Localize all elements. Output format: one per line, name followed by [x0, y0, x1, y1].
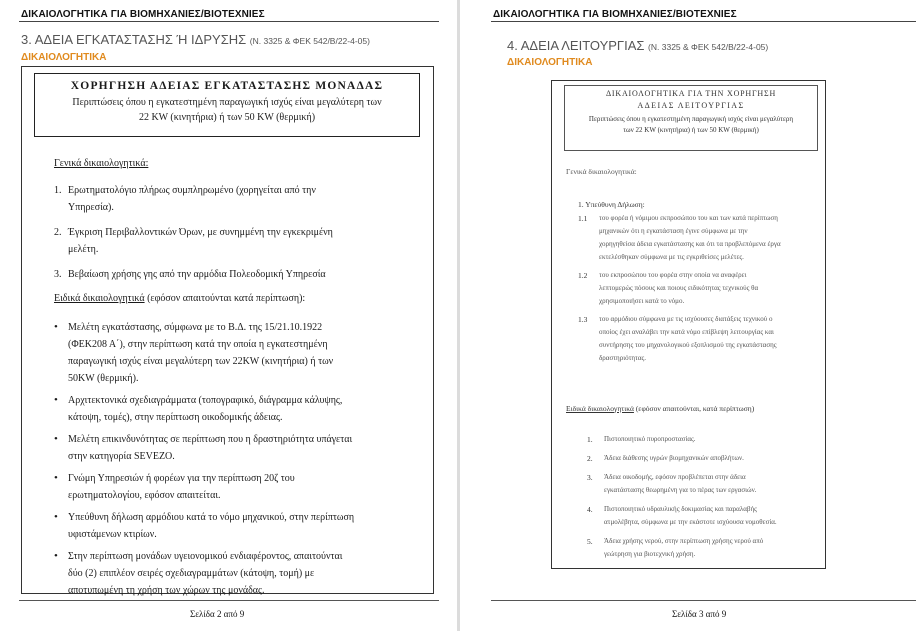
special-item-text: εγκατάστασης θεωρημένη για το πέρας των εργασιών. [604, 486, 757, 494]
general-item-number: 3. [54, 269, 62, 280]
general-item-number: 2. [54, 227, 62, 238]
special-item-text: Άδεια διάθεσης υγρών βιομηχανικών αποβλήτων. [604, 454, 744, 462]
declaration-item-number: 1.1 [578, 214, 588, 223]
page-header: ΔΙΚΑΙΟΛΟΓΗΤΙΚΑ ΓΙΑ ΒΙΟΜΗΧΑΝΙΕΣ/ΒΙΟΤΕΧΝΙΕΣ [21, 9, 265, 20]
special-item-text: Πιστοποιητικό πυροπροστασίας. [604, 435, 696, 443]
special-item-number: 2. [587, 454, 593, 463]
special-item-text: ερωτηματολογίου, εφόσον απαιτείται. [68, 490, 221, 501]
special-item-text: Μελέτη εγκατάστασης, σύμφωνα με το Β.Δ. της 15/21.10.1922 [68, 322, 323, 333]
special-item-number: 3. [587, 473, 593, 482]
bullet-icon: • [54, 321, 58, 333]
declaration-item-text: συντήρησης του μηχανολογικού εξοπλισμού της εγκατάστασης [599, 341, 777, 349]
bullet-icon: • [54, 472, 58, 484]
declaration-item-text: του φορέα ή νόμιμου εκπροσώπου του και των κατά περίπτωση [599, 214, 778, 222]
special-item-text: (ΦΕΚ208 Α΄), στην περίπτωση κατά την οποία η εγκατεστημένη [68, 339, 328, 350]
special-item-number: 5. [587, 537, 593, 546]
section-subtitle: ΔΙΚΑΙΟΛΟΓΗΤΙΚΑ [507, 57, 593, 68]
special-item-text: υφιστάμενων κτιρίων. [68, 529, 157, 540]
special-item-text: παραγωγική ισχύς είναι μεγαλύτερη των 22KW (κινητήρια) ή των [68, 356, 334, 367]
declaration-item-text: λεπτομερώς πόσους και ποιους ειδικότητας τεχνικούς θα [599, 284, 759, 292]
section-reference: (Ν. 3325 & ΦΕΚ 542/Β/22-4-05) [648, 42, 769, 52]
general-heading: Γενικά δικαιολογητικά: [54, 158, 149, 169]
special-heading-label: Ειδικά δικαιολογητικά [54, 293, 145, 304]
declaration-item-text: εκτελέσθηκαν σύμφωνα με τις εγκριθείσες μελέτες. [599, 253, 744, 261]
special-item-text: 50KW (θερμική). [68, 373, 139, 384]
general-item-text: Υπηρεσία). [68, 202, 114, 213]
special-heading [54, 293, 305, 304]
scan-title-line2: Περιπτώσεις όπου η εγκατεστημένη παραγωγική ισχύς είναι μεγαλύτερη των [72, 97, 382, 108]
special-item-text: Άδεια οικοδομής, εφόσον προβλέπεται στην άδεια [604, 473, 746, 481]
general-item-text: Ερωτηματολόγιο πλήρως συμπληρωμένο (χορηγείται από την [68, 185, 316, 196]
scan-title-box [564, 85, 818, 151]
section-title [21, 32, 370, 47]
scan-title-line3: Περιπτώσεις όπου η εγκατεστημένη παραγωγική ισχύς είναι μεγαλύτερη [588, 115, 794, 123]
special-heading-note: (εφόσον απαιτούνται κατά περίπτωση): [147, 293, 306, 304]
general-item-number: 1. [54, 185, 62, 196]
special-item-text: Γνώμη Υπηρεσιών ή φορέων για την περίπτωση 20ζ του [68, 473, 295, 484]
general-item-text: Βεβαίωση χρήσης γης από την αρμόδια Πολεοδομική Υπηρεσία [68, 269, 326, 280]
scanned-document [21, 66, 434, 594]
scan-title-line4: των 22 KW (κινητήρια) ή των 50 KW (θερμική) [623, 126, 759, 134]
general-item-text: Έγκριση Περιβαλλοντικών Όρων, με συνημμένη την εγκεκριμένη [68, 227, 333, 238]
special-item-text: στην κατηγορία SEVEZO. [68, 451, 175, 462]
declaration-item-text: μηχανικών ότι η εγκατάσταση έγινε σύμφωνα με την [599, 227, 748, 235]
bullet-icon: • [54, 433, 58, 445]
special-heading [566, 404, 754, 413]
general-item-text: μελέτη. [68, 244, 99, 255]
page-3 [460, 0, 923, 631]
declaration-item-text: οποίος έχει αναλάβει την κατά νόμο επίβλεψη λειτουργίας και [599, 328, 774, 336]
header-rule [19, 21, 439, 22]
special-item-text: ατμολέβητα, σύμφωνα με την εκάστοτε ισχύουσα νομοθεσία. [604, 518, 777, 526]
header-rule [491, 21, 916, 22]
declaration-item-number: 1.2 [578, 271, 588, 280]
section-reference: (Ν. 3325 & ΦΕΚ 542/Β/22-4-05) [249, 36, 370, 46]
special-item-number: 4. [587, 505, 593, 514]
special-item-text: Υπεύθυνη δήλωση αρμόδιου κατά το νόμο μηχανικού, στην περίπτωση [68, 512, 355, 523]
footer-rule [491, 600, 916, 601]
special-item-text: δύο (2) επιπλέον σειρές σχεδιαγραμμάτων (κάτοψη, τομή) με [68, 568, 315, 579]
section-title-text: 3. ΑΔΕΙΑ ΕΓΚΑΤΑΣΤΑΣΗΣ Ή ΙΔΡΥΣΗΣ [21, 32, 247, 47]
special-item-text: Άδεια χρήσης νερού, στην περίπτωση χρήσης νερού από [604, 537, 764, 545]
special-heading-label: Ειδικά δικαιολογητικά [566, 404, 634, 413]
section-title [507, 38, 768, 53]
scan-title-line1: ΧΟΡΗΓΗΣΗ ΑΔΕΙΑΣ ΕΓΚΑΤΑΣΤΑΣΗΣ ΜΟΝΑΔΑΣ [70, 80, 384, 92]
declaration-heading: 1. Υπεύθυνη Δήλωση: [578, 200, 645, 209]
special-item-text: αποτυπωμένη τη χρήση των χώρων της μονάδας. [68, 585, 265, 596]
declaration-item-text: του αρμόδιου σύμφωνα με τις ισχύουσες διατάξεις τεχνικού ο [599, 315, 773, 323]
special-item-text: Πιστοποιητικό υδραυλικής δοκιμασίας και παραλαβής [604, 505, 757, 513]
declaration-item-text: του εκπροσώπου του φορέα στην οποία να αναφέρει [599, 271, 747, 279]
page-footer: Σελίδα 2 από 9 [190, 609, 245, 619]
page-header: ΔΙΚΑΙΟΛΟΓΗΤΙΚΑ ΓΙΑ ΒΙΟΜΗΧΑΝΙΕΣ/ΒΙΟΤΕΧΝΙΕΣ [493, 9, 737, 20]
footer-rule [19, 600, 439, 601]
special-item-text: γεώτρηση για βιοτεχνική χρήση. [604, 550, 696, 558]
declaration-item-text: δραστηριότητας. [599, 354, 647, 362]
page-footer: Σελίδα 3 από 9 [672, 609, 727, 619]
page-2 [0, 0, 457, 631]
special-heading-note: (εφόσον απαιτούνται, κατά περίπτωση) [635, 404, 755, 413]
special-item-text: Αρχιτεκτονικά σχεδιαγράμματα (τοπογραφικό, διάγραμμα κάλυψης, [68, 395, 343, 406]
declaration-item-text: χρησιμοποιήσει κατά το νόμο. [599, 297, 685, 305]
general-heading: Γενικά δικαιολογητικά: [566, 167, 637, 176]
scan-title-line3: 22 KW (κινητήρια) ή των 50 KW (θερμική) [138, 112, 316, 123]
section-title-text: 4. ΑΔΕΙΑ ΛΕΙΤΟΥΡΓΙΑΣ [507, 38, 645, 53]
section-subtitle: ΔΙΚΑΙΟΛΟΓΗΤΙΚΑ [21, 52, 107, 63]
declaration-item-number: 1.3 [578, 315, 588, 324]
scan-title-box [34, 73, 420, 137]
declaration-item-text: χορηγηθείσα άδεια εγκατάστασης και ότι τα προβλεπόμενα έργα [599, 240, 781, 248]
special-item-text: Μελέτη επικινδυνότητας σε περίπτωση που η δραστηριότητα υπάγεται [68, 434, 353, 445]
scan-title-line1: ΔΙΚΑΙΟΛΟΓΗΤΙΚΑ ΓΙΑ ΤΗΝ ΧΟΡΗΓΗΣΗ [605, 89, 777, 98]
scanned-document [551, 80, 826, 569]
bullet-icon: • [54, 550, 58, 562]
bullet-icon: • [54, 511, 58, 523]
special-item-number: 1. [587, 435, 593, 444]
bullet-icon: • [54, 394, 58, 406]
scan-title-line2: ΑΔΕΙΑΣ ΛΕΙΤΟΥΡΓΙΑΣ [637, 101, 745, 110]
special-item-text: Στην περίπτωση μονάδων υγειονομικού ενδιαφέροντος, απαιτούνται [68, 551, 343, 562]
special-item-text: κάτοψη, τομές), στην περίπτωση οικοδομικής άδειας. [68, 412, 283, 423]
